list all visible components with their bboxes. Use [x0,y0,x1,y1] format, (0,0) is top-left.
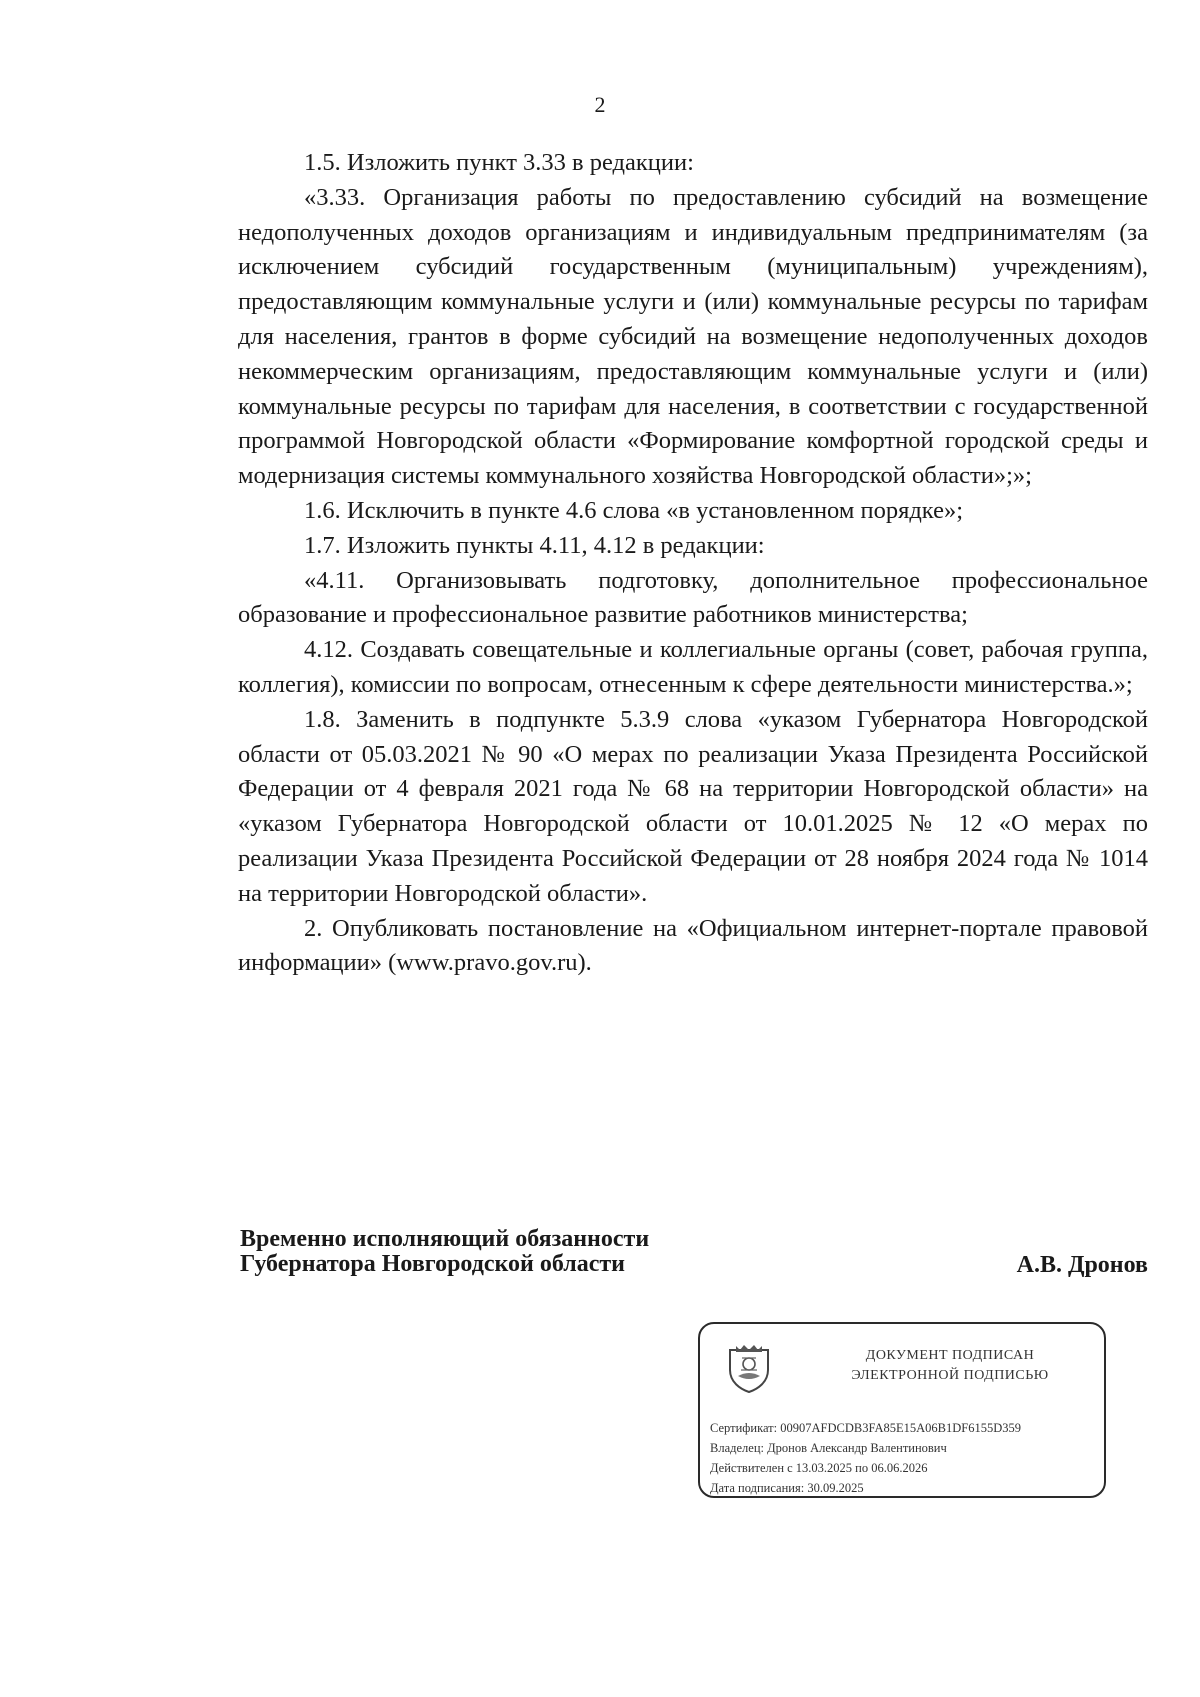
stamp-details [710,1418,1104,1498]
page-number: 2 [594,92,606,117]
paragraph-1-8: 1.8. Заменить в подпункте 5.3.9 слова «указом Губернатора Новгородской области от 05.03.2021 № 90 «О мерах по реализации Указа Президента Российской Федерации от 4 февраля 2021 года № 68 на территории Новгородской области» на «указом Губернатора Новгородской области от 10.01.2025 № 12 «О мерах по реализации Указа Президента Российской Федерации от 28 ноября 2024 года № 1014 на территории Новгородской области». [238,705,1148,907]
paragraph-1-5: 1.5. Изложить пункт 3.33 в редакции: [304,149,694,176]
stamp-heading-line-2: ЭЛЕКТРОННОЙ ПОДПИСЬЮ [851,1368,1049,1383]
paragraph-1-7: 1.7. Изложить пункты 4.11, 4.12 в редакции: [304,531,765,559]
signatory-title [240,1227,649,1277]
stamp-certificate: Сертификат: 00907AFDCDB3FA85E15A06B1DF6155D359 [710,1421,1021,1435]
coat-of-arms-icon [726,1342,772,1394]
signatory-title-line-2: Губернатора Новгородской области [240,1251,626,1277]
stamp-heading [810,1346,1090,1386]
paragraph-4-12: 4.12. Создавать совещательные и коллегиальные органы (совет, рабочая группа, коллегия), комиссии по вопросам, отнесенным к сфере деятельности министерства.»; [238,636,1148,698]
stamp-heading-line-1: ДОКУМЕНТ ПОДПИСАН [865,1348,1035,1363]
paragraph-4-11: «4.11. Организовывать подготовку, дополнительное профессиональное образование и профессиональное развитие работников министерства; [238,566,1148,629]
paragraph-1-6: 1.6. Исключить в пункте 4.6 слова «в установленном порядке»; [304,496,964,524]
document-body [238,146,1148,981]
stamp-owner: Владелец: Дронов Александр Валентинович [710,1441,947,1455]
paragraph-2: 2. Опубликовать постановление на «Официальном интернет-портале правовой информации» (www.pravo.gov.ru). [238,914,1148,977]
signatory-title-line-1: Временно исполняющий обязанности [240,1226,650,1252]
stamp-signed-date: Дата подписания: 30.09.2025 [710,1481,864,1495]
stamp-validity: Действителен с 13.03.2025 по 06.06.2026 [710,1461,928,1475]
paragraph-3-33: «3.33. Организация работы по предоставлению субсидий на возмещение недополученных доходов организациям и индивидуальным предпринимателям (за исключением субсидий государственным (муниципальным) учреждениям), предоставляющим коммунальные услуги и (или) коммунальные ресурсы по тарифам для населения, грантов в форме субсидий на возмещение недополученных доходов некоммерческим организациям, предоставляющим коммунальные услуги и (или) коммунальные ресурсы по тарифам для населения, в соответствии с государственной программой Новгородской области «Формирование комфортной городской среды и модернизация системы коммунального хозяйства Новгородской области»;»; [238,183,1148,490]
electronic-signature-stamp [698,1322,1106,1498]
signatory-name: А.В. Дронов [1016,1252,1148,1278]
